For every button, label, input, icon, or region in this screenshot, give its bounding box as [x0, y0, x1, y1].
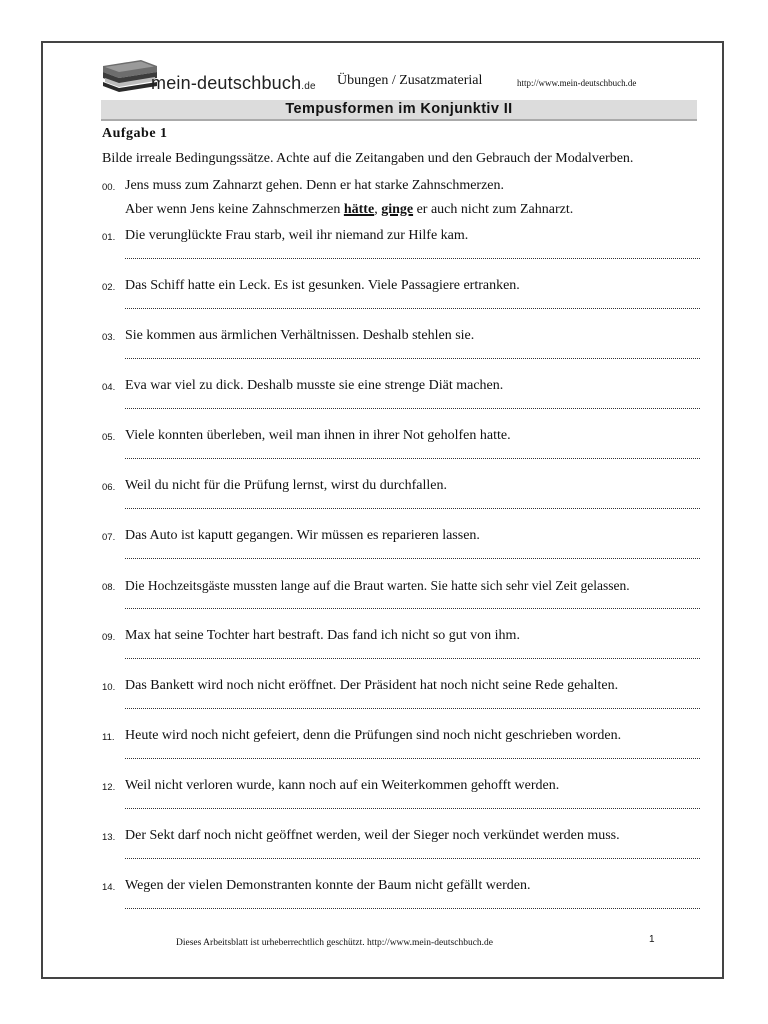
item-sentence: Heute wird noch nicht gefeiert, denn die Prüfungen sind noch nicht geschrieben worden.	[125, 728, 622, 743]
answer-line[interactable]	[125, 858, 700, 859]
example-answer-verb-2: ginge	[381, 202, 414, 217]
example-answer-comma: ,	[374, 202, 382, 217]
site-logo	[101, 56, 321, 96]
answer-line[interactable]	[125, 408, 700, 409]
item-sentence: Das Bankett wird noch nicht eröffnet. Der Präsident hat noch nicht seine Rede gehalten.	[125, 678, 619, 693]
item-sentence: Der Sekt darf noch nicht geöffnet werden, weil der Sieger noch verkündet werden muss.	[125, 828, 620, 843]
logo-text: mein-deutschbuch	[151, 73, 302, 93]
example-answer	[125, 202, 573, 218]
example-answer-verb-1: hätte	[343, 202, 375, 217]
answer-line[interactable]	[125, 258, 700, 259]
example-answer-start: Aber wenn Jens keine Zahnschmerzen	[125, 202, 344, 217]
item-sentence: Das Schiff hatte ein Leck. Es ist gesunken. Viele Passagiere ertranken.	[125, 278, 520, 293]
answer-line[interactable]	[125, 608, 700, 609]
item-number: 03.	[102, 332, 116, 343]
item-sentence: Wegen der vielen Demonstranten konnte der Baum nicht gefällt werden.	[125, 878, 531, 893]
example-answer-end: er auch nicht zum Zahnarzt.	[413, 202, 574, 217]
item-sentence: Viele konnten überleben, weil man ihnen in ihrer Not geholfen hatte.	[125, 428, 511, 443]
item-sentence: Max hat seine Tochter hart bestraft. Das fand ich nicht so gut von ihm.	[125, 628, 520, 643]
item-number: 10.	[102, 682, 116, 693]
item-sentence: Das Auto ist kaputt gegangen. Wir müssen es reparieren lassen.	[125, 528, 480, 543]
logo-tld: .de	[301, 81, 316, 92]
item-number: 00.	[102, 182, 116, 193]
answer-line[interactable]	[125, 708, 700, 709]
copyright-footer: Dieses Arbeitsblatt ist urheberrechtlich geschützt. http://www.mein-deutschbuch.de	[176, 938, 494, 948]
page-title: Tempusformen im Konjunktiv II	[285, 101, 513, 117]
item-number: 14.	[102, 882, 116, 893]
item-number: 11.	[102, 732, 115, 743]
answer-line[interactable]	[125, 658, 700, 659]
task-heading: Aufgabe 1	[102, 126, 168, 141]
item-number: 04.	[102, 382, 116, 393]
item-sentence: Die Hochzeitsgäste mussten lange auf die Braut warten. Sie hatte sich sehr viel Zeit gelassen.	[125, 578, 630, 593]
task-instruction: Bilde irreale Bedingungssätze. Achte auf die Zeitangaben und den Gebrauch der Modalverben.	[102, 151, 634, 166]
answer-line[interactable]	[125, 908, 700, 909]
title-bar	[101, 100, 697, 121]
answer-line[interactable]	[125, 758, 700, 759]
item-sentence: Jens muss zum Zahnarzt gehen. Denn er hat starke Zahnschmerzen.	[125, 178, 505, 193]
item-number: 01.	[102, 232, 116, 243]
item-sentence: Die verunglückte Frau starb, weil ihr niemand zur Hilfe kam.	[125, 228, 469, 243]
item-number: 02.	[102, 282, 116, 293]
item-sentence: Weil nicht verloren wurde, kann noch auf ein Weiterkommen gehofft werden.	[125, 778, 560, 793]
item-number: 12.	[102, 782, 116, 793]
item-sentence: Sie kommen aus ärmlichen Verhältnissen. Deshalb stehlen sie.	[125, 328, 475, 343]
item-number: 09.	[102, 632, 116, 643]
item-number: 05.	[102, 432, 116, 443]
item-sentence: Weil du nicht für die Prüfung lernst, wirst du durchfallen.	[125, 478, 447, 493]
answer-line[interactable]	[125, 308, 700, 309]
answer-line[interactable]	[125, 808, 700, 809]
item-sentence: Eva war viel zu dick. Deshalb musste sie eine strenge Diät machen.	[125, 378, 504, 393]
item-number: 07.	[102, 532, 116, 543]
answer-line[interactable]	[125, 558, 700, 559]
item-number: 06.	[102, 482, 116, 493]
item-number: 13.	[102, 832, 116, 843]
answer-line[interactable]	[125, 508, 700, 509]
answer-line[interactable]	[125, 358, 700, 359]
section-label: Übungen / Zusatzmaterial	[337, 73, 483, 88]
answer-line[interactable]	[125, 458, 700, 459]
header-url[interactable]: http://www.mein-deutschbuch.de	[517, 78, 637, 88]
page-number: 1	[649, 934, 655, 945]
item-number: 08.	[102, 582, 116, 593]
